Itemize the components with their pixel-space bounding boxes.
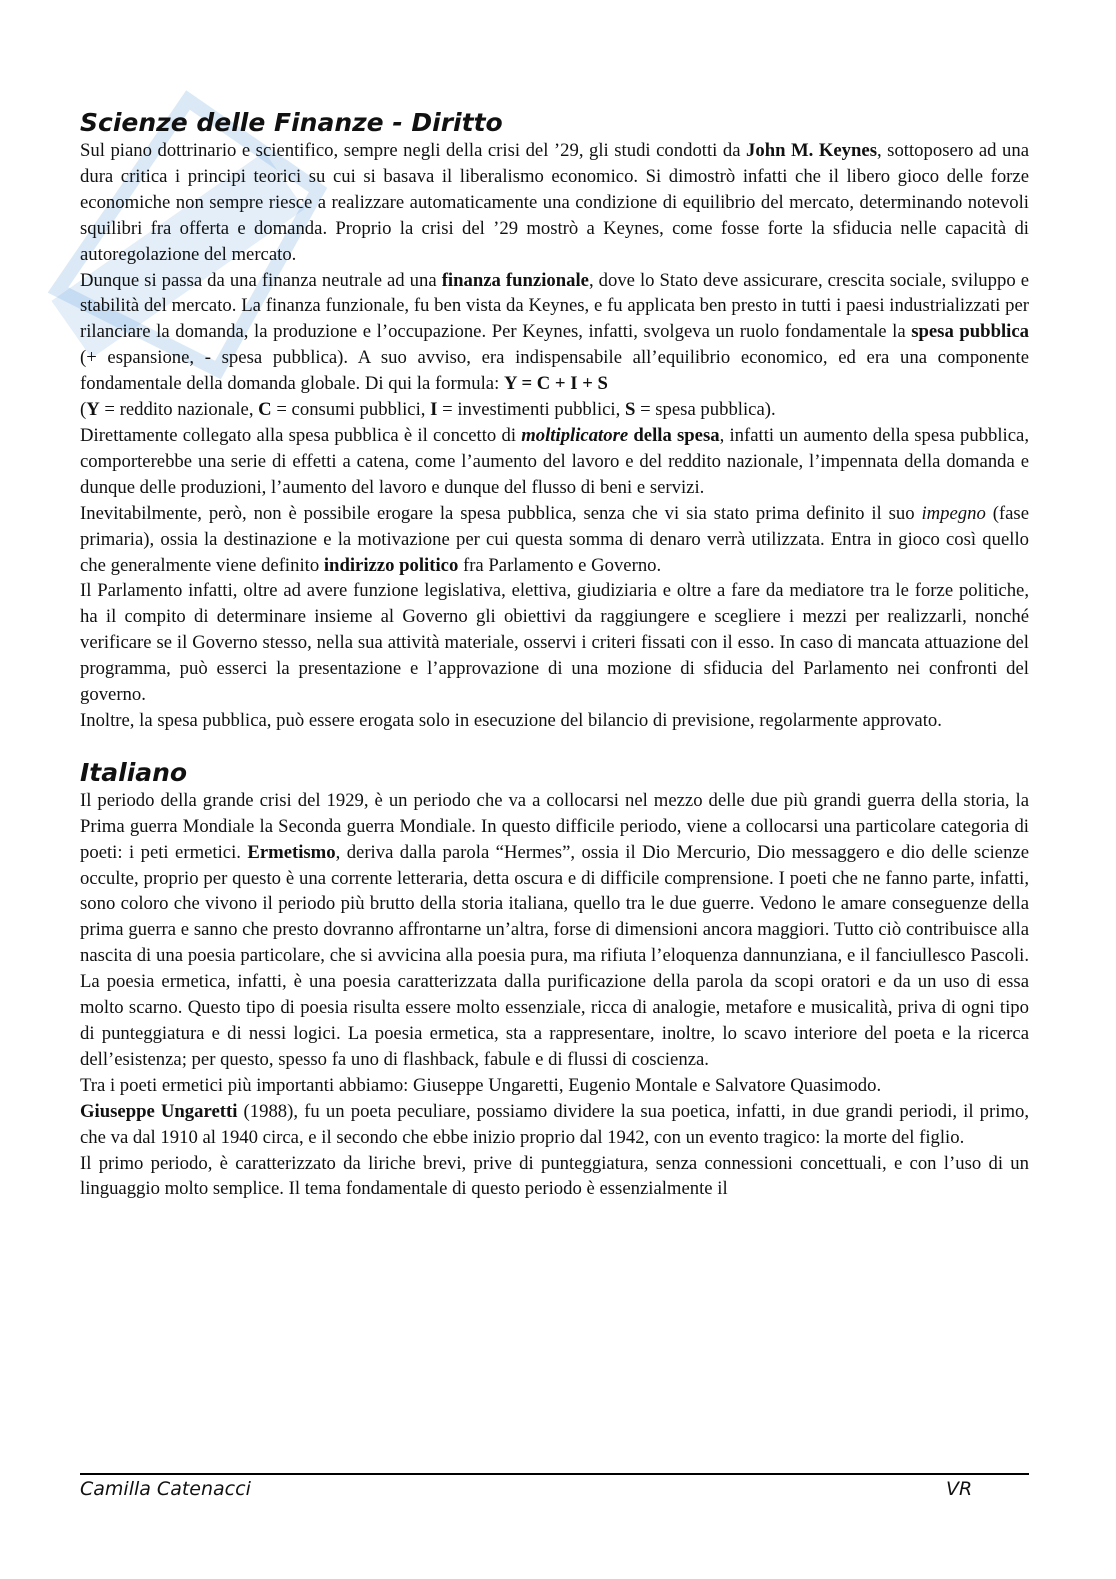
paragraph-moltiplicatore: Direttamente collegato alla spesa pubblica è il concetto di moltiplicatore della spesa, infatti un aumento della spesa pubblica, comporterebbe una serie di effetti a catena, come l’aumento del lavoro e del reddito nazionale, l’impennata della domanda e dunque delle produzioni, l’aumento del lavoro e dunque del flusso di beni e servizi. bbox=[80, 424, 1029, 498]
paragraph-ungaretti: Giuseppe Ungaretti (1988), fu un poeta peculiare, possiamo dividere la sua poetica, infatti, in due grandi periodi, il primo, che va dal 1910 al 1940 circa, e il secondo che ebbe inizio proprio dal 1942, con un evento tragico: la morte del figlio. bbox=[80, 1100, 1029, 1148]
section-title-italiano: Italiano bbox=[80, 757, 188, 787]
page-footer bbox=[80, 1476, 1029, 1502]
paragraph-bilancio: Inoltre, la spesa pubblica, può essere erogata solo in esecuzione del bilancio di previsione, regolarmente approvato. bbox=[80, 709, 942, 731]
paragraph-keynes: Sul piano dottrinario e scientifico, sempre negli della crisi del ’29, gli studi condotti da John M. Keynes, sottoposero ad una dura critica i principi teorici su cui si basava il liberalismo economico. Si dimostrò infatti che il libero gioco delle forze economiche non sempre riesce a realizzare automaticamente una condizione di equilibrio del mercato, determinando notevoli squilibri fra offerta e domanda. Proprio la crisi del ’29 mostrò a Keynes, come fosse forte la sfiducia nelle capacità di autoregolazione del mercato. bbox=[80, 140, 1029, 265]
footer-author: Camilla Catenacci bbox=[80, 1478, 251, 1500]
paragraph-impegno: Inevitabilmente, però, non è possibile erogare la spesa pubblica, senza che vi sia stato prima definito il suo impegno (fase primaria), ossia la destinazione e la motivazione per cui questa somma di denaro verrà utilizzata. Entra in gioco così quello che generalmente viene definito indirizzo politico fra Parlamento e Governo. bbox=[80, 502, 1029, 576]
section-title-finanze: Scienze delle Finanze - Diritto bbox=[80, 108, 503, 137]
document-page bbox=[80, 108, 1029, 1202]
footer-location: VR bbox=[946, 1478, 973, 1500]
paragraph-primo-periodo: Il primo periodo, è caratterizzato da liriche brevi, prive di punteggiatura, senza connessioni concettuali, e con l’uso di un linguaggio molto semplice. Il tema fondamentale di questo periodo è essenzialmente il bbox=[80, 1152, 1029, 1200]
paragraph-poeti-ermetici: Tra i poeti ermetici più importanti abbiamo: Giuseppe Ungaretti, Eugenio Montale e Salvatore Quasimodo. bbox=[80, 1074, 882, 1096]
paragraph-finanza-funzionale: Dunque si passa da una finanza neutrale ad una finanza funzionale, dove lo Stato deve assicurare, crescita sociale, sviluppo e stabilità del mercato. La finanza funzionale, fu ben vista da Keynes, e fu applicata ben presto in tutti i paesi industrializzati per rilanciare la domanda, la produzione e l’occupazione. Per Keynes, infatti, svolgeva un ruolo fondamentale la spesa pubblica (+ espansione, - spesa pubblica). A suo avviso, era indispensabile all’equilibrio economico, ed era una componente fondamentale della domanda globale. Di qui la formula: Y = C + I + S bbox=[80, 269, 1029, 395]
paragraph-parlamento: Il Parlamento infatti, oltre ad avere funzione legislativa, elettiva, giudiziaria e oltre a fare da mediatore tra le forze politiche, ha il compito di determinare insieme al Governo gli obiettivi da raggiungere e scegliere i mezzi per realizzarli, nonché verificare se il Governo stesso, nella sua attività materiale, osservi i criteri fissati con il esso. In caso di mancata attuazione del programma, può esserci la presentazione e l’approvazione di una mozione di sfiducia del Parlamento nei confronti del governo. bbox=[80, 580, 1029, 706]
paragraph-ermetismo: Il periodo della grande crisi del 1929, è un periodo che va a collocarsi nel mezzo delle due più grandi guerra della storia, la Prima guerra Mondiale la Seconda guerra Mondiale. In questo difficile periodo, viene a collocarsi una particolare categoria di poeti: i peti ermetici. Ermetismo, deriva dalla parola “Hermes”, ossia il Dio Mercurio, Dio messaggero e dio delle scienze occulte, proprio per questo è una corrente letteraria, detta oscura e di difficile comprensione. I poeti che ne fanno parte, infatti, sono coloro che vivono il periodo più brutto della storia italiana, quello tra le due guerre. Vedono le amare conseguenze della prima guerra e sanno che presto dovranno affrontarne un’altra, forse di dimensioni ancora maggiori. Tutto ciò contribuisce alla nascita di una poesia particolare, che si avvicina alla poesia pura, ma rifiuta l’eloquenza dannunziana, e il fanciullesco Pascoli. La poesia ermetica, infatti, è una poesia caratterizzata dalla purificazione della parola da scopi oratori e da un uso di essa molto scarno. Questo tipo di poesia risulta essere molto essenziale, ricca di analogie, metafore e musicalità, priva di ogni tipo di punteggiatura e di nessi logici. La poesia ermetica, sta a rappresentare, inoltre, lo scavo interiore del poeta e la ricerca dell’esistenza; per questo, spesso fa uno di flashback, fabule e di flussi di coscienza. bbox=[80, 789, 1030, 1070]
paragraph-formula-legend: (Y = reddito nazionale, C = consumi pubblici, I = investimenti pubblici, S = spesa pubblica). bbox=[80, 399, 776, 421]
footer-divider bbox=[80, 1473, 1029, 1475]
